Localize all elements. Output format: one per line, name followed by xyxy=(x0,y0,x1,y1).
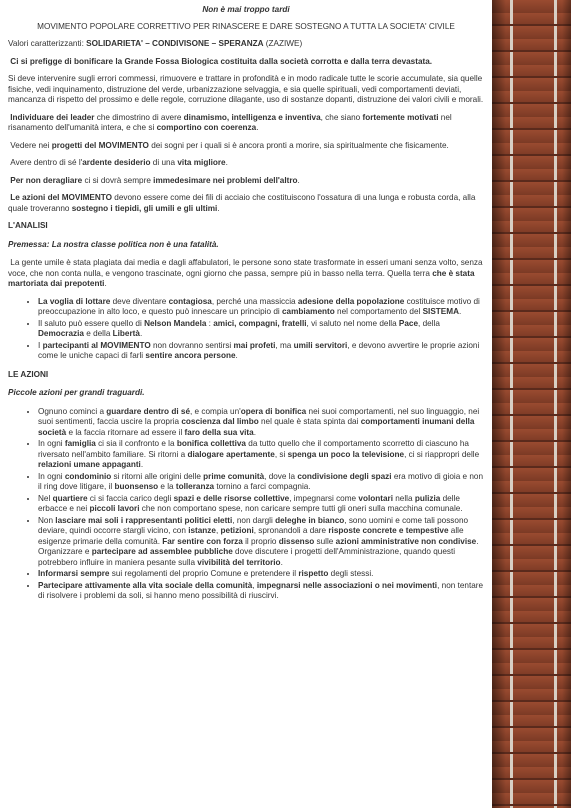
text-run: che dimostrino di avere xyxy=(94,112,184,122)
text-run: sui regolamenti del proprio Comune e pretendere il xyxy=(109,569,299,578)
bold-phrase: sentire ancora persone xyxy=(145,351,236,360)
list-item xyxy=(38,297,484,318)
bold-phrase: Pace xyxy=(398,318,419,328)
text-run: e la faccia ritornare ad essere il xyxy=(66,427,185,437)
bold-phrase: quartiere xyxy=(52,493,88,503)
page-title: Non è mai troppo tardi xyxy=(202,5,290,14)
text-run: ci sia il confronto e la xyxy=(95,439,177,448)
analysis-list xyxy=(8,297,484,362)
bold-phrase: famiglia xyxy=(64,439,96,448)
identify-paragraph xyxy=(8,176,484,187)
bold-phrase: amici, compagni, fratelli xyxy=(213,318,307,328)
bold-phrase: spazi e delle risorse collettive xyxy=(173,493,290,503)
text-run: Avere dentro di sé l' xyxy=(10,158,83,167)
text-run: , xyxy=(215,526,221,535)
bold-phrase: deleghe in bianco xyxy=(275,515,345,525)
text-run: nella xyxy=(392,493,415,503)
analysis-heading: L'ANALISI xyxy=(8,221,48,230)
bold-phrase: Nelson Mandela xyxy=(144,318,207,328)
actions-subtitle: Piccole azioni per grandi traguardi. xyxy=(8,388,145,397)
intro-paragraph: Si deve intervenire sugli errori commessi, rimuovere e trattare in profondità e in modo radicale tutte le scorie accumulate, sia quelle fisiche, vedi inquinamento, distruzione del verde, urbanizzazione selvaggia, e sia quelle spirituali, vedi comportamenti deviati, mancanza di rispetto del prossimo e delle regole, corruzione dilagante, uso di sostanze dopanti, distruzione dei valori civili e morali. xyxy=(8,74,484,104)
text-run: nel risanamento dell'umanità intera, e che si xyxy=(8,112,452,132)
list-item xyxy=(38,341,484,362)
text-run: , che siano xyxy=(320,112,363,122)
bold-phrase: progetti del MOVIMENTO xyxy=(51,140,149,150)
text-run: dove discutere i progetti dell'Amministrazione, quando questi potrebbero influire in maniera pesante sulla xyxy=(38,547,456,567)
bold-phrase: opera di bonifica xyxy=(240,406,307,416)
text-run: si ritorni alle origini delle xyxy=(111,471,204,481)
text-run: nei suoi comportamenti, nel suo linguaggio, nei suoi sentimenti, faccia uscire la propria xyxy=(38,406,480,426)
text-run: che non comportano spese, non caricare sempre tutti gli oneri sulla macchina comunale. xyxy=(139,504,463,513)
text-run: . xyxy=(140,460,144,469)
projects-paragraph xyxy=(8,141,484,152)
bold-phrase: Per non deragliare xyxy=(10,175,83,185)
text-run: . xyxy=(217,203,220,213)
text-run: : xyxy=(206,318,214,328)
leaders-paragraph xyxy=(8,113,484,134)
bold-phrase: impegnarsi nelle associazioni o nei movimenti xyxy=(256,580,438,590)
text-run: , spronandoli a dare xyxy=(253,526,329,535)
text-run: Nel xyxy=(38,493,53,503)
bold-phrase: che è stata martoriata dai prepotenti xyxy=(8,268,475,288)
text-run: , ma xyxy=(275,340,294,350)
values-line xyxy=(8,39,484,50)
text-run: di una xyxy=(150,158,178,167)
text-run: , si xyxy=(274,449,288,459)
bold-phrase: rispetto xyxy=(298,569,329,578)
actions-role-paragraph xyxy=(8,193,484,214)
bold-phrase: Le azioni del MOVIMENTO xyxy=(10,193,113,202)
bold-phrase: partecipare ad assemblee pubbliche xyxy=(91,547,233,556)
actions-list xyxy=(8,407,484,602)
bold-phrase: comportino con coerenza xyxy=(156,123,257,132)
list-item xyxy=(38,407,484,439)
text-run: Non xyxy=(38,515,56,525)
text-run: . xyxy=(297,175,300,185)
text-run: I xyxy=(38,340,43,350)
page-subtitle: MOVIMENTO POPOLARE CORRETTIVO PER RINASCERE E DARE SOSTEGNO A TUTTA LA SOCIETA' CIVILE xyxy=(37,21,455,31)
bold-phrase: bonifica collettiva xyxy=(176,439,246,448)
text-run: ci si faccia carico degli xyxy=(87,493,174,503)
list-item xyxy=(38,494,484,515)
text-run: costituisce motivo di preoccupazione in alto loco, e questo può innescare un principio di xyxy=(38,296,480,316)
text-run: , non tentare di risolvere i problemi da soli, si hanno meno possibilità di riuscirvi. xyxy=(38,580,484,600)
bold-phrase: Democrazia xyxy=(38,329,84,338)
bold-phrase: coscienza dal limbo xyxy=(181,417,259,426)
bold-phrase: relazioni umane appaganti xyxy=(38,460,141,469)
bold-phrase: contagiosa xyxy=(168,296,212,306)
text-run: In ogni xyxy=(38,471,65,481)
brick-wall-image xyxy=(492,0,571,808)
text-run: . xyxy=(104,279,107,288)
values-suffix: (ZAZIWE) xyxy=(263,39,303,48)
bold-phrase: istanze xyxy=(188,526,216,535)
goal-statement xyxy=(8,57,484,68)
text-run: Ognuno cominci a xyxy=(38,406,107,416)
bold-phrase: SISTEMA xyxy=(422,307,459,316)
bold-phrase: petizioni xyxy=(220,526,254,535)
bold-phrase: dinamismo, intelligenza e inventiva xyxy=(183,112,321,122)
bold-phrase: vita migliore xyxy=(177,158,226,167)
text-run: . Organizzare e xyxy=(38,536,479,556)
text-run: , non dargli xyxy=(232,515,276,525)
text-run: . xyxy=(256,123,259,132)
bold-phrase: piccoli lavori xyxy=(89,504,140,513)
text-run: Il saluto può essere quello di xyxy=(38,318,145,328)
bold-phrase: spenga un poco la televisione xyxy=(287,449,405,459)
list-item xyxy=(38,581,484,602)
text-run: , dove la xyxy=(264,471,298,481)
text-run: La gente umile è stata plagiata dai media e dagli affabulatori, le persone sono state trasformate in esseri umani senza volto, senza voce, che non conta nulla, e vengono trascinate, ogni giorno che passa, sempre più in basso nella terra. Quella terra xyxy=(8,258,483,278)
text-run: , e devono avvertire le proprie azioni come le uniche capaci di farli xyxy=(38,340,480,360)
analysis-paragraph xyxy=(8,258,484,290)
bold-phrase: buonsenso xyxy=(114,482,159,491)
text-run: dei sogni per i quali si è ancora pronti a morire, sia spiritualmente che fisicamente. xyxy=(148,140,449,150)
text-run: sulle xyxy=(314,536,336,546)
text-run: , xyxy=(252,580,257,590)
actions-heading: LE AZIONI xyxy=(8,369,49,379)
text-run: . xyxy=(235,351,238,360)
text-run: era motivo di gioia e non il ring dove litigare, il xyxy=(38,471,484,491)
bold-phrase: La voglia di lottare xyxy=(38,296,111,306)
text-run: . xyxy=(280,557,283,567)
text-run: , perché una massiccia xyxy=(211,296,298,306)
text-run: ci si dovrà sempre xyxy=(82,175,154,185)
bold-phrase: Informarsi sempre xyxy=(38,569,110,578)
text-run: il proprio xyxy=(242,536,279,546)
bold-phrase: tolleranza xyxy=(175,482,215,491)
goal-text: Ci si prefigge di bonificare la Grande Fossa Biologica costituita dalla società corrotta e dalla terra devastata. xyxy=(10,56,433,66)
bold-phrase: Individuare dei leader xyxy=(10,112,95,122)
bold-phrase: condominio xyxy=(64,471,112,481)
bold-phrase: adesione della popolazione xyxy=(297,296,405,306)
text-run: , della xyxy=(418,318,440,328)
text-run: alle esigenze primarie della comunità. xyxy=(38,526,464,546)
text-run: nel comportamento del xyxy=(334,307,423,316)
bold-phrase: mai profeti xyxy=(233,340,276,350)
text-run: . xyxy=(225,158,228,167)
text-run: In ogni xyxy=(38,439,65,448)
analysis-premise: Premessa: La nostra classe politica non è una fatalità. xyxy=(8,239,219,249)
bold-phrase: immedesimare nei problemi dell'altro xyxy=(153,175,298,185)
list-item xyxy=(38,472,484,493)
text-run: . xyxy=(139,329,143,338)
bold-phrase: azioni amministrative non condivise xyxy=(335,536,477,546)
text-run: e della xyxy=(83,329,113,338)
text-run: Vedere nei xyxy=(10,140,52,150)
text-run: . xyxy=(253,427,256,437)
text-run: , impegnarsi come xyxy=(289,493,359,503)
text-run: degli stessi. xyxy=(328,569,374,578)
bold-phrase: pulizia xyxy=(414,493,441,503)
text-run: , sono uomini e come tali possono deviare, quindi occorre stargli vicino, con xyxy=(38,515,469,535)
bold-phrase: guardare dentro di sé xyxy=(106,406,190,416)
list-item xyxy=(38,516,484,569)
bold-phrase: umili servitori xyxy=(293,340,348,350)
bold-phrase: volontari xyxy=(358,493,393,503)
bold-phrase: lasciare mai soli i rappresentanti politici eletti xyxy=(55,515,233,525)
text-run: deve diventare xyxy=(110,296,169,306)
bold-phrase: Partecipare attivamente alla vita sociale della comunità xyxy=(38,580,253,590)
bold-phrase: cambiamento xyxy=(281,307,335,316)
text-run: nel quale è stata spinta dai xyxy=(258,417,361,426)
text-run: . xyxy=(459,307,462,316)
bold-phrase: fortemente motivati xyxy=(362,112,439,122)
bold-phrase: vivibilità del territorio xyxy=(197,557,281,567)
bold-phrase: risposte concrete e tempestive xyxy=(328,526,449,535)
values-bold: SOLIDARIETA' – CONDIVISONE – SPERANZA xyxy=(86,39,264,48)
text-run: , e compia un' xyxy=(190,406,241,416)
bold-phrase: dissenso xyxy=(278,536,315,546)
list-item xyxy=(38,319,484,340)
text-run: devono essere come dei fili di acciaio che costituiscono l'ossatura di una lunga e robusta corda, alla quale troveranno xyxy=(8,193,476,213)
bold-phrase: ardente desiderio xyxy=(82,158,151,167)
list-item xyxy=(38,569,484,580)
bold-phrase: condivisione degli spazi xyxy=(297,471,392,481)
bold-phrase: faro della sua vita xyxy=(184,427,254,437)
ardor-paragraph xyxy=(8,158,484,169)
bold-phrase: partecipanti al MOVIMENTO xyxy=(42,340,151,350)
text-run: da tutto quello che il comportamento scorretto di ciascuno ha riversato nell'ambito familiare. Si ritorni a xyxy=(38,439,469,459)
bold-phrase: comportamenti inumani della società xyxy=(38,417,475,437)
text-run: e la xyxy=(158,482,176,491)
bold-phrase: Far sentire con forza xyxy=(162,536,243,546)
values-prefix: Valori caratterizzanti: xyxy=(8,39,87,48)
text-run: , vi saluto nel nome della xyxy=(306,318,399,328)
bold-phrase: Libertà xyxy=(112,329,140,338)
bold-phrase: sostegno i tiepidi, gli umili e gli ultimi xyxy=(71,203,218,213)
list-item xyxy=(38,439,484,471)
text-run: tornino a farci compagnia. xyxy=(214,482,311,491)
text-run: , ci si riappropri delle xyxy=(404,449,480,459)
bold-phrase: prime comunità xyxy=(203,471,265,481)
text-run: non dovranno sentirsi xyxy=(150,340,234,350)
text-run: delle erbacce e nei xyxy=(38,493,460,513)
bold-phrase: dialogare apertamente xyxy=(187,449,275,459)
